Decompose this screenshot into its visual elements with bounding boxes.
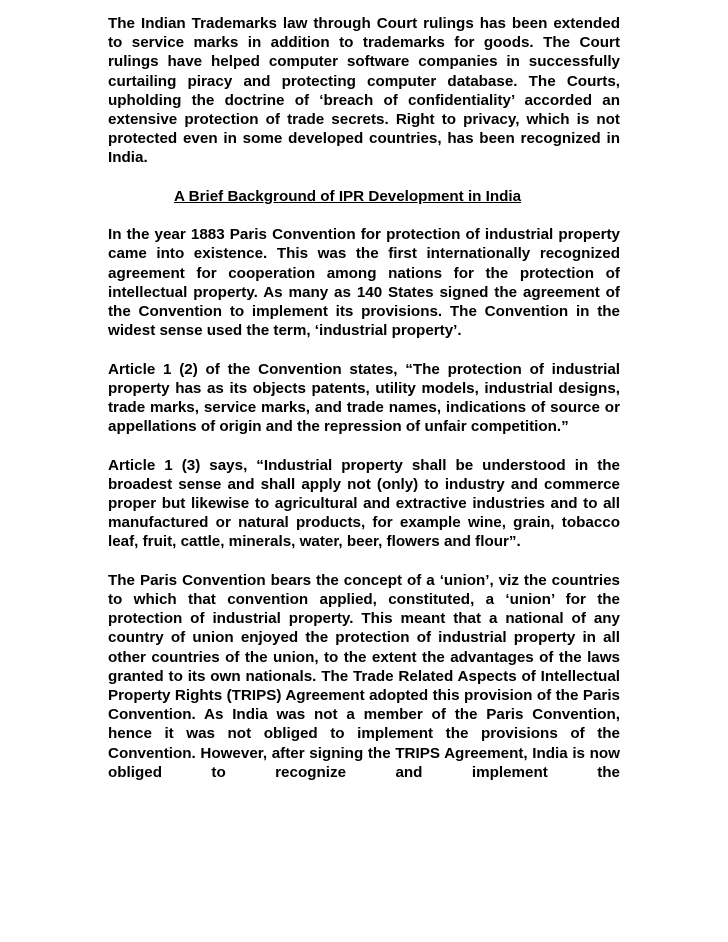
paragraph-union-concept: The Paris Convention bears the concept of a ‘union’, viz the countries to which that convention applied, constituted, a ‘union’ for the protection of industrial property. This meant that a national of any country of union enjoyed the protection of industrial property in all other countries of the union, to the extent the advantages of the laws granted to its own nationals. The Trade Related Aspects of Intellectual Property Rights (TRIPS) Agreement adopted this provision of the Paris Convention. As India was not a member of the Paris Convention, hence it was not obliged to implement the provisions of the Convention. However, after signing the TRIPS Agreement, India is now obliged to recognize and implement the <box>108 571 620 781</box>
paragraph-trademarks-law: The Indian Trademarks law through Court rulings has been extended to service marks in addition to trademarks for goods. The Court rulings have helped computer software companies in successfully curtailing piracy and protecting computer database. The Courts, upholding the doctrine of ‘breach of confidentiality’ accorded an extensive protection of trade secrets. Right to privacy, which is not protected even in some developed countries, has been recognized in India. <box>108 15 620 167</box>
paragraph-paris-convention: In the year 1883 Paris Convention for protection of industrial property came into existence. This was the first internationally recognized agreement for cooperation among nations for the protection of intellectual property. As many as 140 States signed the agreement of the Convention to implement its provisions. The Convention in the widest sense used the term, ‘industrial property’. <box>108 226 620 340</box>
document-page <box>108 14 620 782</box>
paragraph-article-1-2: Article 1 (2) of the Convention states, “The protection of industrial property has as its objects patents, utility models, industrial designs, trade marks, service marks, and trade names, indications of source or appellations of origin and the repression of unfair competition.” <box>108 360 620 436</box>
paragraph-article-1-3: Article 1 (3) says, “Industrial property shall be understood in the broadest sense and shall apply not (only) to industry and commerce proper but likewise to agricultural and extractive industries and to all manufactured or natural products, for example wine, grain, tobacco leaf, fruit, cattle, minerals, water, beer, flowers and flour”. <box>108 456 620 551</box>
section-heading: A Brief Background of IPR Development in India <box>174 187 522 205</box>
